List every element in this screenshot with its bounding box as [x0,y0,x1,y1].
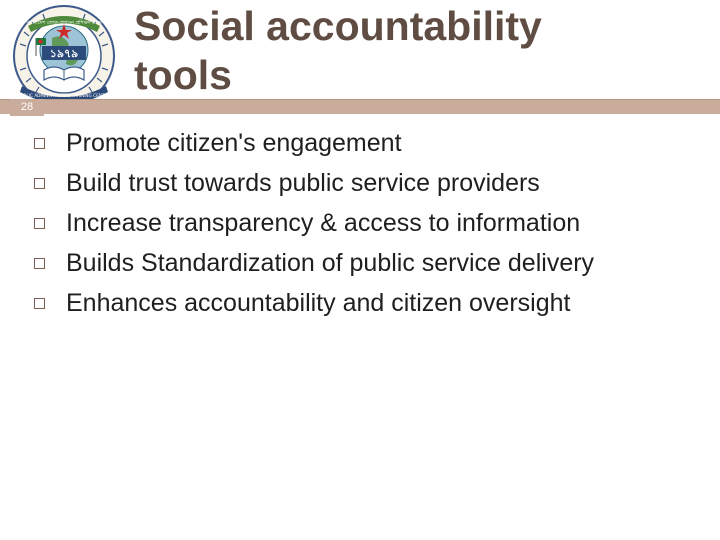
bullet-list [34,123,594,323]
header-rule-right [44,100,720,114]
slide-number: 28 [10,99,44,116]
square-bullet-icon [34,298,45,309]
square-bullet-icon [34,138,45,149]
svg-text:১৯৭৯: ১৯৭৯ [49,47,79,60]
list-item [34,283,594,323]
list-item-text: Build trust towards public service providers [66,168,540,197]
slide-title-line-2: tools [134,52,232,98]
list-item [34,243,594,283]
slide-title [134,2,542,100]
list-item [34,163,594,203]
svg-text:PUBLIC ADMINISTRATION TRAINING: PUBLIC ADMINISTRATION TRAINING CENTRE [18,93,110,98]
list-item [34,203,594,243]
square-bullet-icon [34,258,45,269]
svg-text:বাংলাদেশ লোক-প্রশাসন প্রশিক্ষণ: বাংলাদেশ লোক-প্রশাসন প্রশিক্ষণ কেন্দ্র [26,20,102,26]
list-item-text: Promote citizen's engagement [66,128,402,157]
list-item-text: Builds Standardization of public service delivery [66,248,595,277]
header-rule-left [0,100,10,114]
slide-title-line-1: Social accountability [134,3,542,49]
list-item [34,123,594,163]
list-item-text: Enhances accountability and citizen oversight [66,288,571,317]
square-bullet-icon [34,178,45,189]
list-item-text: Increase transparency & access to information [66,208,581,237]
institution-logo [6,4,122,108]
square-bullet-icon [34,218,45,229]
